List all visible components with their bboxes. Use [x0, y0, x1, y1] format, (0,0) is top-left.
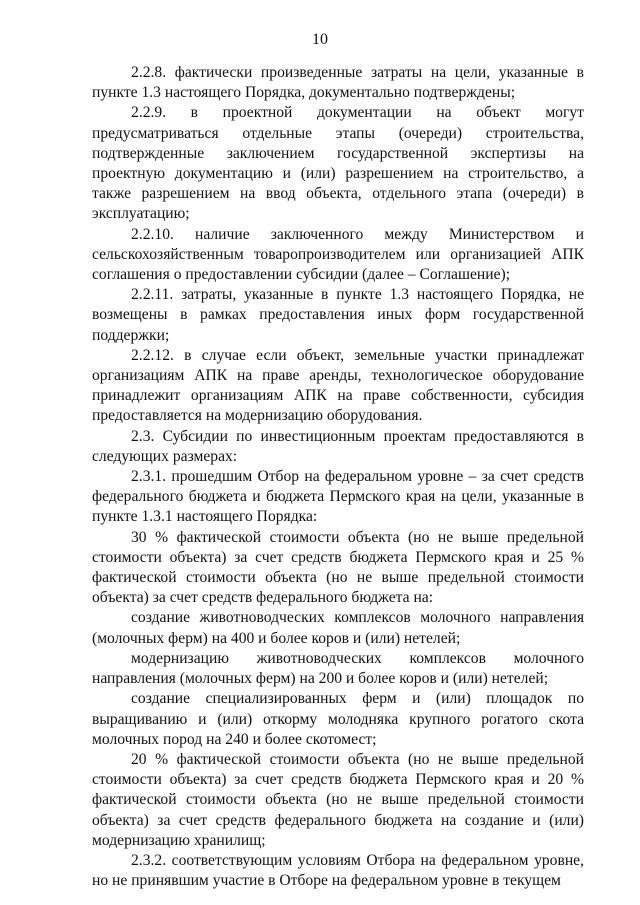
- paragraph-2-3-1: 2.3.1. прошедшим Отбор на федеральном уровне – за счет средств федерального бюджета и бюджета Пермского края на цели, указанные в пункте 1.3.1 настоящего Порядка:: [92, 468, 584, 526]
- paragraph-2-2-10: 2.2.10. наличие заключенного между Министерством и сельскохозяйственным товаропроизводителем или организацией АПК соглашения о предоставлении субсидии (далее – Соглашение);: [92, 225, 584, 284]
- paragraph-item-modernization-dairy: модернизацию животноводческих комплексов молочного направления (молочных ферм) на 200 и более коров и (или) нетелей;: [92, 649, 584, 688]
- paragraph-2-2-12: 2.2.12. в случае если объект, земельные участки принадлежат организациям АПК на праве аренды, технологическое оборудование принадлежит организациям АПК на праве собственности, субсидия предоставляется на модернизацию оборудования.: [92, 346, 584, 425]
- paragraph-item-creation-dairy: создание животноводческих комплексов молочного направления (молочных ферм) на 400 и более коров и (или) нетелей;: [92, 609, 584, 647]
- paragraph-item-specialized-farms: создание специализированных ферм и (или) площадок по выращиванию и (или) откорму молодняка крупного рогатого скота молочных пород на 240 и более скотомест;: [92, 690, 584, 748]
- paragraph-rate-20-20: 20 % фактической стоимости объекта (но не выше предельной стоимости объекта) за счет средств бюджета Пермского края и 20 % фактической стоимости объекта (но не выше предельной стоимости объекта) за счет средств федерального бюджета на создание и (или) модернизацию хранилищ;: [92, 750, 584, 849]
- paragraph-2-2-8: 2.2.8. фактически произведенные затраты на цели, указанные в пункте 1.3 настоящего Порядка, документально подтверждены;: [92, 64, 584, 102]
- paragraph-2-3: 2.3. Субсидии по инвестиционным проектам предоставляются в следующих размерах:: [92, 427, 584, 465]
- document-body: [92, 63, 584, 891]
- paragraph-2-2-9: 2.2.9. в проектной документации на объект могут предусматриваться отдельные этапы (очереди) строительства, подтвержденные заключением государственной экспертизы на проектную документацию и (или) разрешением на строительство, а также разрешением на ввод объекта, отдельного этапа (очереди) в эксплуатацию;: [92, 104, 584, 223]
- paragraph-2-3-2: 2.3.2. соответствующим условиям Отбора на федеральном уровне, но не принявшим участие в Отборе на федеральном уровне в текущем: [92, 851, 584, 890]
- page-number: 10: [312, 31, 328, 48]
- paragraph-2-2-11: 2.2.11. затраты, указанные в пункте 1.3 настоящего Порядка, не возмещены в рамках предоставления иных форм государственной поддержки;: [92, 286, 584, 344]
- paragraph-rate-30-25: 30 % фактической стоимости объекта (но не выше предельной стоимости объекта) за счет средств бюджета Пермского края и 25 % фактической стоимости объекта (но не выше предельной стоимости объекта) за счет средств федерального бюджета на:: [92, 528, 584, 607]
